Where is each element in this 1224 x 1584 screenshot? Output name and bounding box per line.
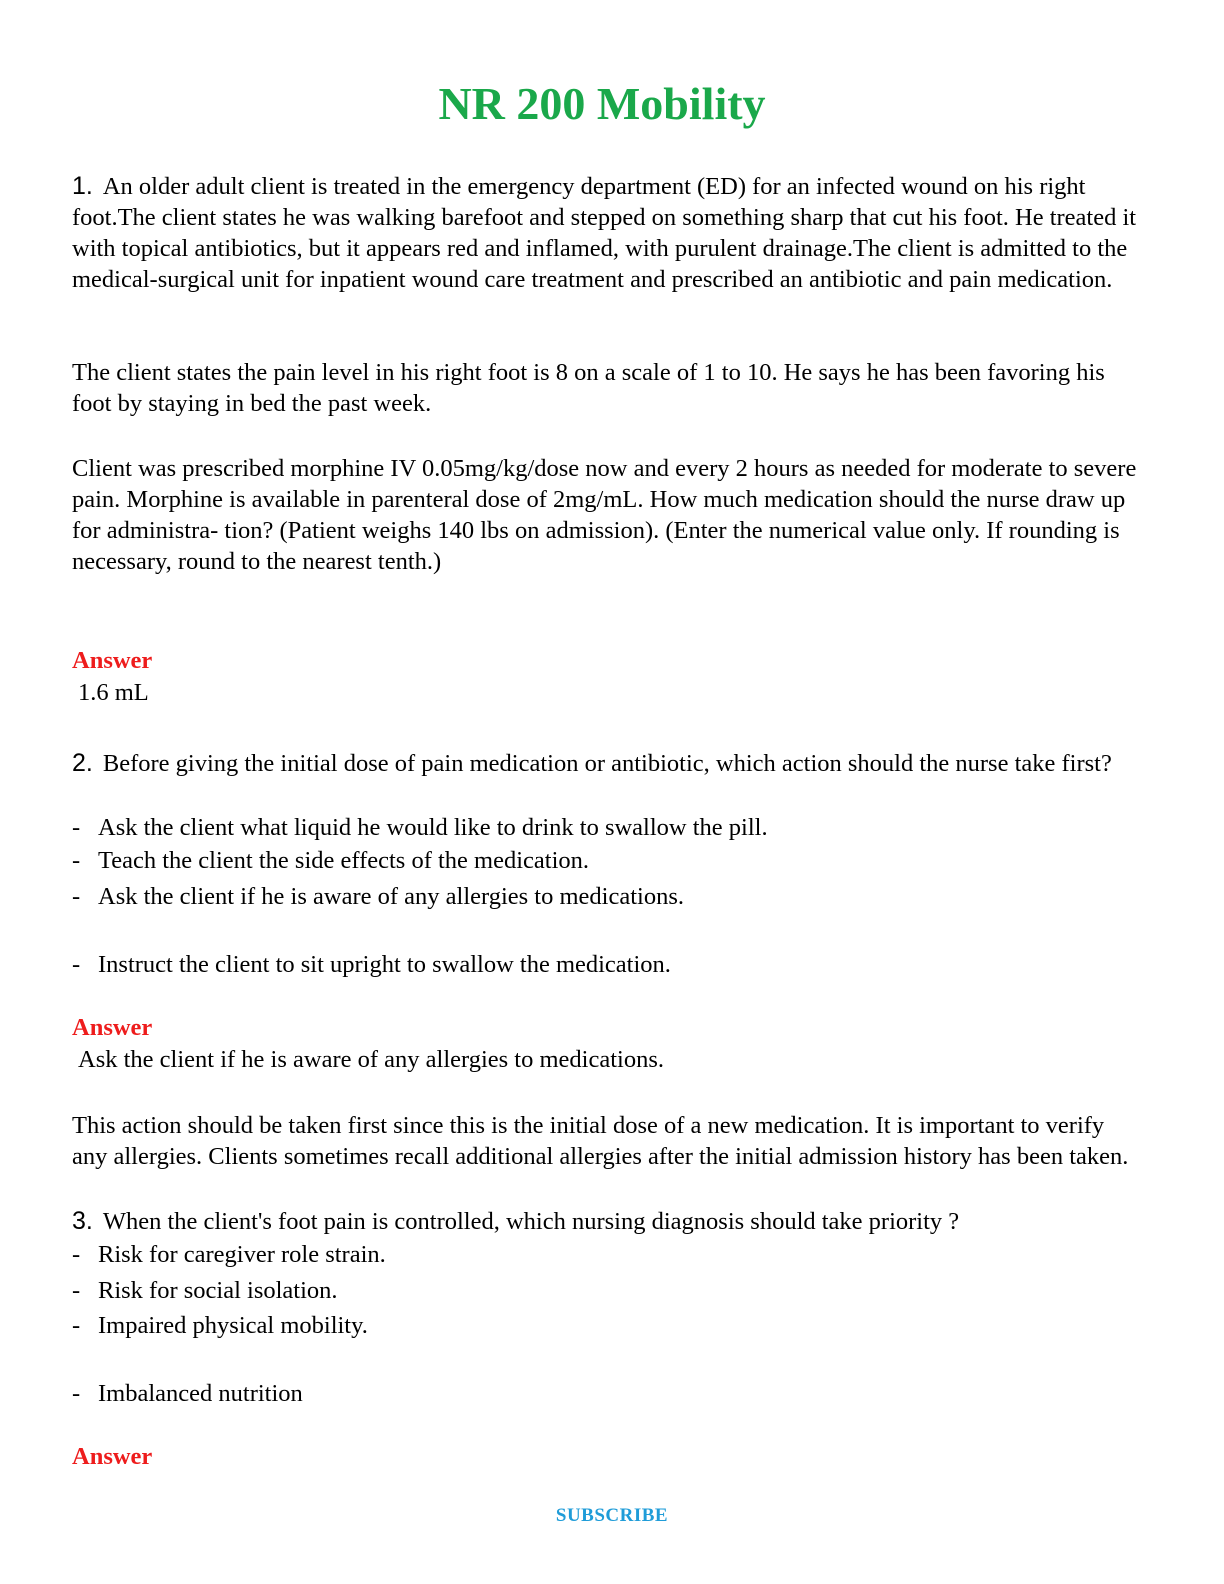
question-1-answer: 1.6 mL <box>78 679 149 706</box>
question-3-number: 3. <box>72 1207 93 1235</box>
question-3-option-1 <box>72 1239 386 1270</box>
option-text: Risk for social isolation. <box>98 1277 338 1304</box>
option-text: Impaired physical mobility. <box>98 1312 368 1339</box>
option-dash: - <box>72 951 81 978</box>
question-2-paragraph <box>72 748 1142 779</box>
question-1-paragraph-1 <box>72 171 1142 295</box>
question-2-answer-label: Answer <box>72 1014 153 1041</box>
option-dash: - <box>72 883 81 910</box>
question-1-text: An older adult client is treated in the emergency department (ED) for an infected wound on his right foot.The client states he was walking barefoot and stepped on something sharp that cut his foot. He treated it with topical antibiotics, but it appears red and inflamed, with purulent drainage.The client is admitted to the medical-surgical unit for inpatient wound care treatment and prescribed an antibiotic and pain medication. <box>72 173 1137 293</box>
option-dash: - <box>72 1277 81 1304</box>
option-text: Risk for caregiver role strain. <box>98 1241 386 1268</box>
question-3-option-2 <box>72 1275 338 1306</box>
option-dash: - <box>72 1312 81 1339</box>
option-dash: - <box>72 1241 81 1268</box>
question-2-option-2 <box>72 845 589 876</box>
subscribe-link[interactable]: SUBSCRIBE <box>555 1505 669 1526</box>
option-text: Ask the client if he is aware of any allergies to medications. <box>98 883 685 910</box>
question-2-option-4 <box>72 949 671 980</box>
option-dash: - <box>72 847 81 874</box>
question-2-text: Before giving the initial dose of pain medication or antibiotic, which action should the nurse take first? <box>102 750 1112 777</box>
option-text: Ask the client what liquid he would like to drink to swallow the pill. <box>98 814 768 841</box>
option-text: Instruct the client to sit upright to swallow the medication. <box>98 951 671 978</box>
question-1-answer-label: Answer <box>72 647 153 674</box>
question-2-option-1 <box>72 812 768 843</box>
option-dash: - <box>72 814 81 841</box>
question-3-paragraph <box>72 1206 1142 1237</box>
question-3-answer-label: Answer <box>72 1443 153 1470</box>
question-2-explanation: This action should be taken first since this is the initial dose of a new medication. It is important to verify any allergies. Clients sometimes recall additional allergies after the initial admission history has been taken. <box>72 1112 1129 1170</box>
document-title: NR 200 Mobility <box>438 78 766 129</box>
question-2-option-3 <box>72 881 684 912</box>
question-1-number: 1. <box>72 172 93 200</box>
question-3-option-4 <box>72 1378 303 1409</box>
question-2-number: 2. <box>72 749 93 777</box>
option-text: Teach the client the side effects of the medication. <box>98 847 590 874</box>
option-text: Imbalanced nutrition <box>98 1380 303 1407</box>
question-1-paragraph-2: The client states the pain level in his right foot is 8 on a scale of 1 to 10. He says he has been favoring his foot by staying in bed the past week. <box>72 359 1105 417</box>
question-2-answer: Ask the client if he is aware of any allergies to medications. <box>78 1046 665 1073</box>
question-1-paragraph-3: Client was prescribed morphine IV 0.05mg/kg/dose now and every 2 hours as needed for moderate to severe pain. Morphine is available in parenteral dose of 2mg/mL. How much medication should the nurse draw up for administra- tion? (Patient weighs 140 lbs on admission). (Enter the numerical value only. If rounding is necessary, round to the nearest tenth.) <box>72 455 1137 575</box>
question-3-option-3 <box>72 1310 368 1341</box>
question-3-text: When the client's foot pain is controlled, which nursing diagnosis should take priority ? <box>102 1208 960 1235</box>
option-dash: - <box>72 1380 81 1407</box>
